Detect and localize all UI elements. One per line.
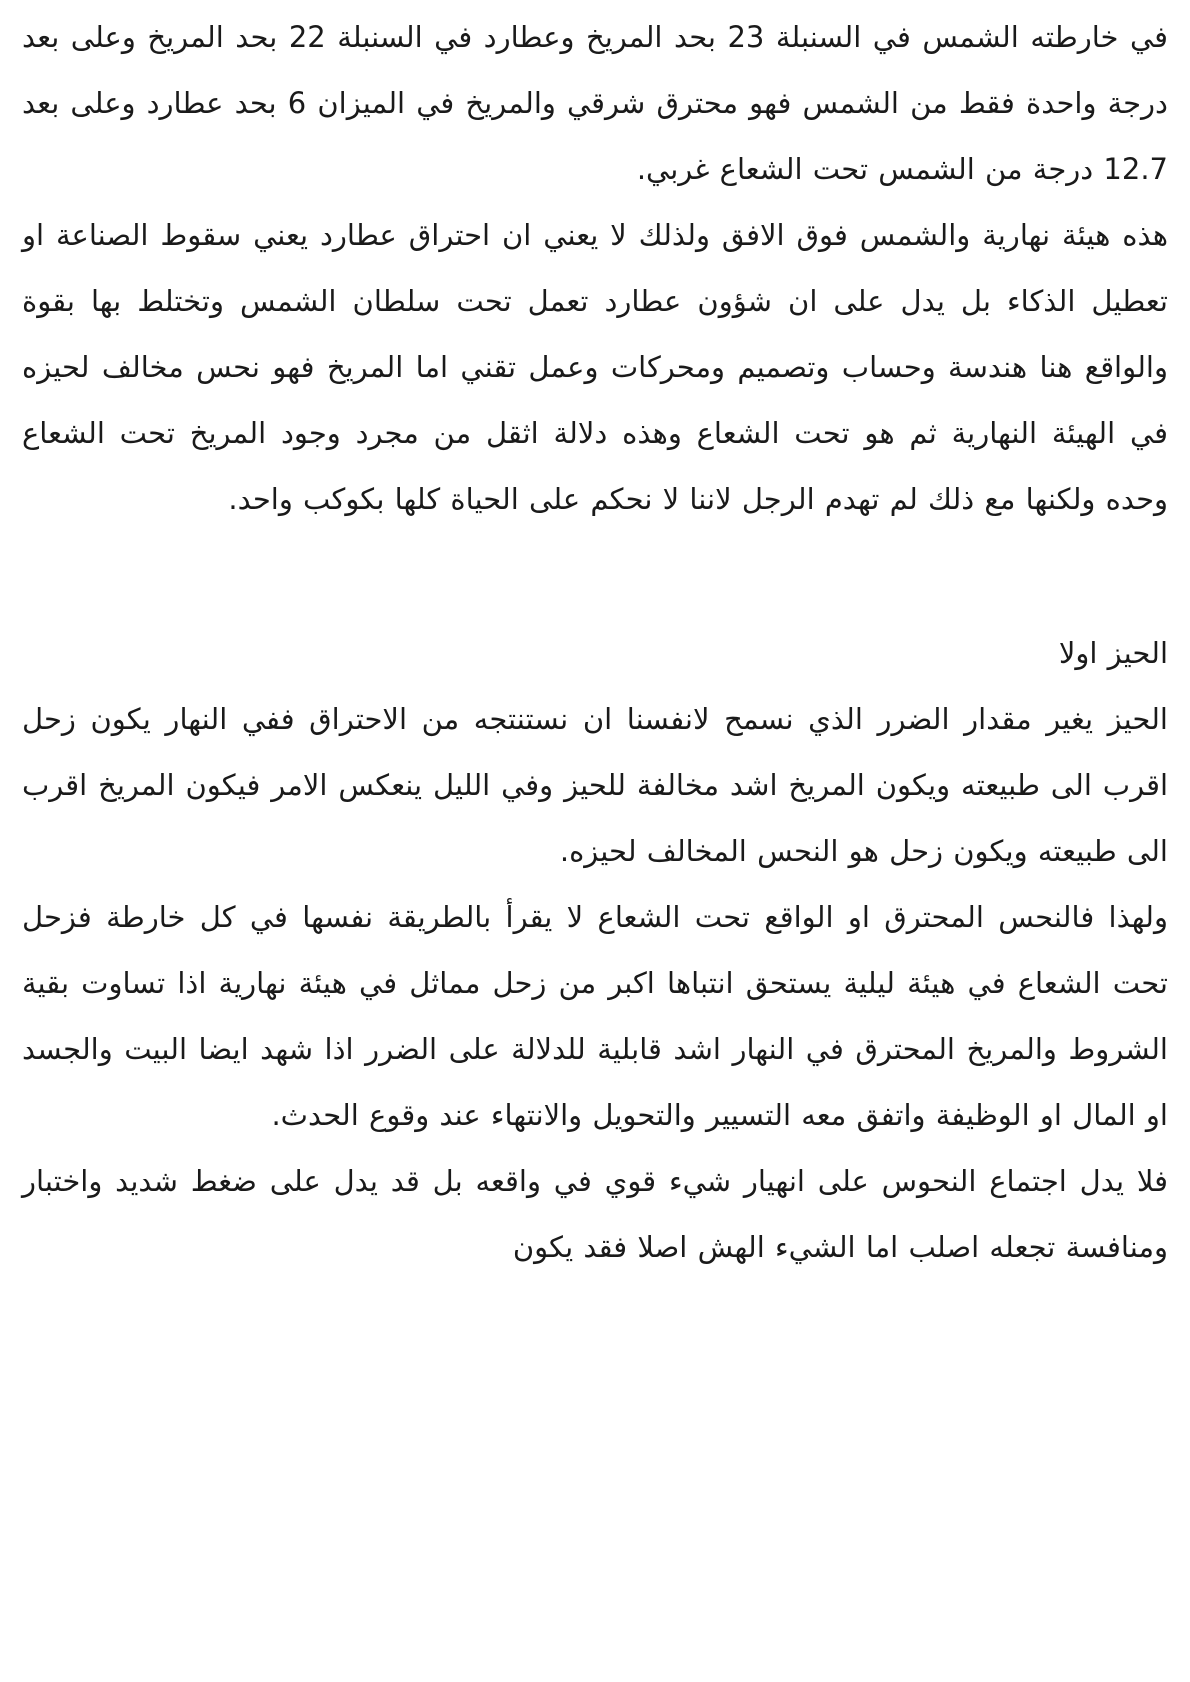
paragraph-chart-positions: في خارطته الشمس في السنبلة 23 بحد المريخ وعطارد في السنبلة 22 بحد المريخ وعلى بعد درجة واحدة فقط من الشمس فهو محترق شرقي والمريخ في الميزان 6 بحد عطارد وعلى بعد 12.7 درجة من الشمس تحت الشعاع غربي. (22, 20, 1169, 186)
paragraph-day-chart: هذه هيئة نهارية والشمس فوق الافق ولذلك لا يعني ان احتراق عطارد يعني سقوط الصناعة او تعطيل الذكاء بل يدل على ان شؤون عطارد تعمل تحت سلطان الشمس وتختلط بها بقوة والواقع هنا هندسة وحساب وتصميم ومحركات وعمل تقني اما المريخ فهو نحس مخالف لحيزه في الهيئة النهارية ثم هو تحت الشعاع وهذه دلالة اثقل من مجرد وجود المريخ تحت الشعاع وحده ولكنها مع ذلك لم تهدم الرجل لاننا لا نحكم على الحياة كلها بكوكب واحد. (22, 218, 1168, 516)
article-body (22, 4, 1168, 1280)
paragraph-malefics-gathering: فلا يدل اجتماع النحوس على انهيار شيء قوي في واقعه بل قد يدل على ضغط شديد واختبار ومنافسة تجعله اصلب اما الشيء الهش اصلا فقد يكون (22, 1164, 1168, 1264)
paragraph-sect: الحيز يغير مقدار الضرر الذي نسمح لانفسنا ان نستنتجه من الاحتراق ففي النهار يكون زحل اقرب الى طبيعته ويكون المريخ اشد مخالفة للحيز وفي الليل ينعكس الامر فيكون المريخ اقرب الى طبيعته ويكون زحل هو النحس المخالف لحيزه. (22, 702, 1168, 868)
section-heading: الحيز اولا (1058, 636, 1168, 670)
paragraph-spacer (22, 532, 1168, 620)
paragraph-combust-malefic: ولهذا فالنحس المحترق او الواقع تحت الشعاع لا يقرأ بالطريقة نفسها في كل خارطة فزحل تحت الشعاع في هيئة ليلية يستحق انتباها اكبر من زحل مماثل في هيئة نهارية اذا تساوت بقية الشروط والمريخ المحترق في النهار اشد قابلية للدلالة على الضرر اذا شهد ايضا البيت والجسد او المال او الوظيفة واتفق معه التسيير والتحويل والانتهاء عند وقوع الحدث. (22, 900, 1168, 1132)
